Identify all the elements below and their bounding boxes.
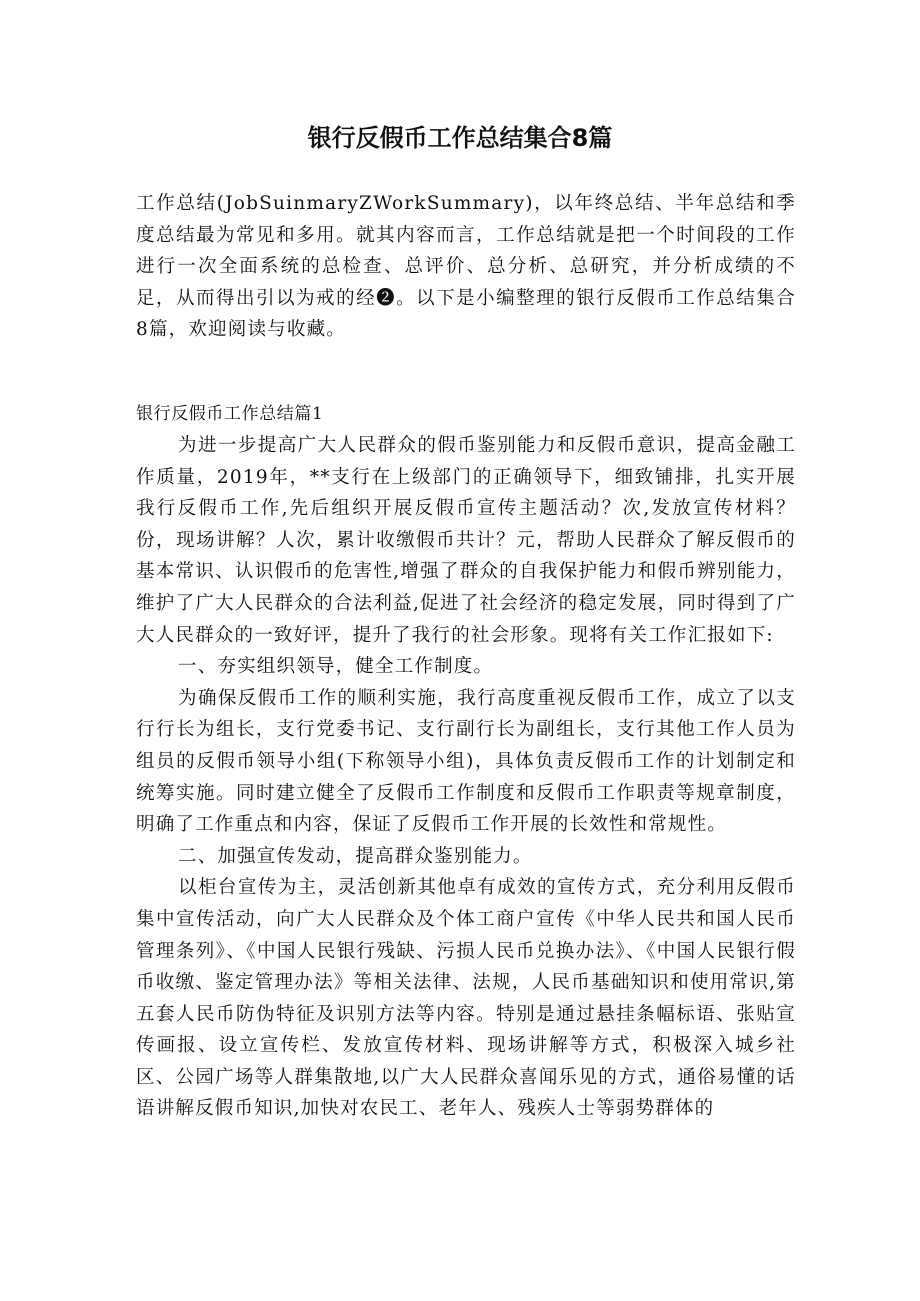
section-heading: 银行反假币工作总结篇1 xyxy=(136,404,324,424)
intro-block xyxy=(136,188,796,346)
subheading-1: 一、夯实组织领导，健全工作制度。 xyxy=(178,656,494,678)
body-paragraph: 以柜台宣传为主，灵活创新其他卓有成效的宣传方式，充分利用反假币集中宣传活动，向广大人民群众及个体工商户宣传《中华人民共和国人民币管理条列》、《中国人民银行残缺、污损人民币兑换办法》、《中国人民银行假币收缴、鉴定管理办法》等相关法律、法规，人民币基础知识和使用常识,第五套人民币防伪特征及识别方法等内容。特别是通过悬挂条幅标语、张贴宣传画报、设立宣传栏、发放宣传材料、现场讲解等方式，积极深入城乡社区、公园广场等人群集散地,以广大人民群众喜闻乐见的方式，通俗易懂的话语讲解反假币知识,加快对农民工、老年人、残疾人士等弱势群体的 xyxy=(136,877,796,1120)
subheading-2: 二、加强宣传发动，提高群众鉴别能力。 xyxy=(178,845,533,867)
document-title: 银行反假币工作总结集合8篇 xyxy=(307,124,613,152)
section-block xyxy=(136,398,796,1125)
intro-paragraph: 工作总结(JobSuinmaryZWorkSummary)，以年终总结、半年总结和季度总结最为常见和多用。就其内容而言，工作总结就是把一个时间段的工作进行一次全面系统的总检查、总评价、总分析、总研究，并分析成绩的不足，从而得出引以为戒的经❷。以下是小编整理的银行反假币工作总结集合8篇，欢迎阅读与收藏。 xyxy=(136,193,796,341)
body-paragraph: 为进一步提高广大人民群众的假币鉴别能力和反假币意识，提高金融工作质量，2019年，**支行在上级部门的正确领导下，细致铺排，扎实开展我行反假币工作,先后组织开展反假币宣传主题活动？次,发放宣传材料？份，现场讲解？人次，累计收缴假币共计？元，帮助人民群众了解反假币的基本常识、认识假币的危害性,增强了群众的自我保护能力和假币辨别能力，维护了广大人民群众的合法利益,促进了社会经济的稳定发展，同时得到了广大人民群众的一致好评，提升了我行的社会形象。现将有关工作汇报如下: xyxy=(136,435,796,646)
body-paragraph: 为确保反假币工作的顺利实施，我行高度重视反假币工作，成立了以支行行长为组长，支行党委书记、支行副行长为副组长，支行其他工作人员为组员的反假币领导小组(下称领导小组)，具体负责反假币工作的计划制定和统筹实施。同时建立健全了反假币工作制度和反假币工作职责等规章制度，明确了工作重点和内容，保证了反假币工作开展的长效性和常规性。 xyxy=(136,687,796,836)
